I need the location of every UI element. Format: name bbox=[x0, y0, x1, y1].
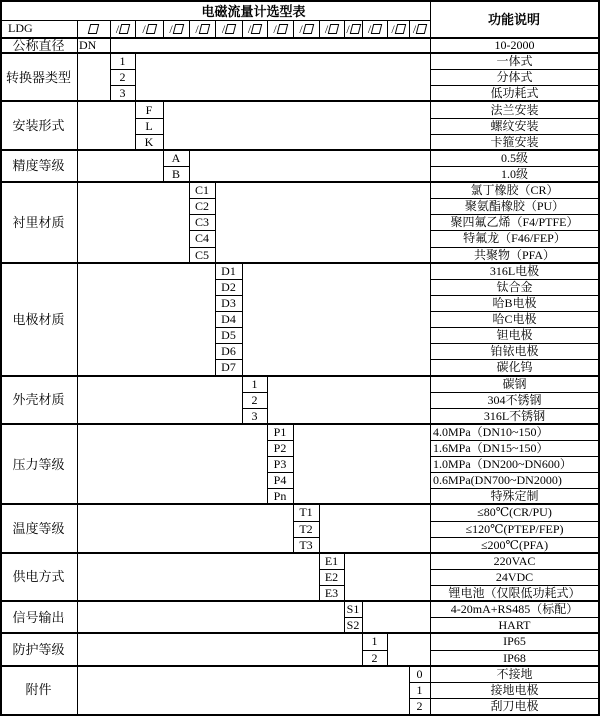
code-cell: K bbox=[144, 134, 154, 149]
desc-cell: 聚氨酯橡胶（PU） bbox=[464, 199, 565, 214]
table-title: 电磁流量计选型表 bbox=[201, 3, 306, 19]
slash-separator: / bbox=[195, 21, 199, 36]
group-label: 附件 bbox=[25, 682, 52, 698]
code-cell: DN bbox=[79, 38, 97, 53]
desc-cell: 0.5级 bbox=[500, 150, 528, 165]
code-column-border bbox=[293, 424, 294, 505]
code-column-border bbox=[135, 53, 136, 101]
code-cell: 2 bbox=[371, 650, 378, 665]
model-slot bbox=[362, 20, 387, 37]
code-column-border bbox=[267, 376, 268, 424]
desc-cell: 钛合金 bbox=[496, 279, 533, 294]
code-cell: E3 bbox=[324, 586, 339, 601]
placeholder-box-icon bbox=[328, 24, 339, 34]
desc-cell: 1.0级 bbox=[500, 166, 528, 181]
code-cell: L bbox=[145, 118, 153, 133]
group-label: 衬里材质 bbox=[12, 214, 65, 230]
desc-cell: 氯丁橡胶（CR） bbox=[470, 183, 559, 198]
desc-cell: 分体式 bbox=[496, 70, 533, 85]
desc-cell: 316L电极 bbox=[489, 263, 540, 278]
desc-cell: 低功耗式 bbox=[490, 86, 539, 101]
placeholder-box-icon bbox=[145, 24, 156, 34]
desc-cell: IP68 bbox=[503, 650, 526, 665]
slash-separator: / bbox=[142, 21, 146, 36]
code-cell: S1 bbox=[346, 602, 360, 617]
code-cell: P1 bbox=[273, 424, 287, 439]
code-cell: 1 bbox=[251, 376, 258, 391]
desc-cell: ≤80℃(CR/PU) bbox=[477, 505, 552, 520]
group-label: 转换器类型 bbox=[5, 69, 71, 85]
placeholder-box-icon bbox=[416, 24, 427, 34]
placeholder-box-icon bbox=[119, 24, 130, 34]
desc-cell: 聚四氟乙烯（F4/PTFE） bbox=[450, 215, 579, 230]
code-cell: 2 bbox=[119, 70, 126, 85]
model-slot bbox=[135, 20, 163, 37]
model-slot bbox=[163, 20, 189, 37]
model-slot bbox=[293, 20, 319, 37]
code-cell: D4 bbox=[221, 312, 236, 327]
desc-cell: 碳钢 bbox=[502, 376, 527, 391]
desc-cell: 10-2000 bbox=[494, 38, 535, 53]
code-cell: T1 bbox=[299, 505, 313, 520]
code-column-border bbox=[362, 601, 363, 633]
code-cell: D5 bbox=[221, 328, 236, 343]
slash-separator: / bbox=[391, 21, 395, 36]
slash-separator: / bbox=[115, 21, 120, 36]
desc-cell: 刮刀电极 bbox=[490, 698, 539, 713]
desc-cell: IP65 bbox=[503, 634, 526, 649]
code-cell: Pn bbox=[273, 489, 287, 504]
placeholder-box-icon bbox=[302, 24, 313, 34]
code-cell: T2 bbox=[299, 521, 313, 536]
placeholder-box-icon bbox=[88, 24, 99, 34]
slash-separator: / bbox=[299, 21, 303, 36]
code-cell: C4 bbox=[194, 231, 209, 246]
placeholder-box-icon bbox=[371, 24, 382, 34]
model-slot bbox=[409, 20, 430, 37]
desc-cell: 220VAC bbox=[493, 553, 536, 568]
desc-cell: HART bbox=[498, 618, 531, 633]
model-slot bbox=[387, 20, 409, 37]
model-slot bbox=[189, 20, 215, 37]
code-column-border bbox=[163, 101, 164, 149]
placeholder-box-icon bbox=[172, 24, 183, 34]
group-label: 防护等级 bbox=[12, 642, 65, 657]
code-cell: 1 bbox=[371, 634, 378, 649]
placeholder-box-icon bbox=[225, 24, 236, 34]
desc-cell: 1.6MPa（DN15~150） bbox=[433, 441, 549, 456]
slash-separator: / bbox=[412, 21, 417, 36]
outer-border-top bbox=[0, 0, 600, 2]
code-cell: S2 bbox=[346, 618, 360, 633]
desc-cell: 碳化钨 bbox=[496, 360, 533, 375]
group-label: 外壳材质 bbox=[12, 392, 65, 408]
model-slot bbox=[110, 20, 135, 37]
desc-cell: 24VDC bbox=[495, 569, 534, 584]
code-cell: 2 bbox=[251, 392, 258, 407]
code-cell: 3 bbox=[251, 408, 258, 423]
code-column-border bbox=[319, 504, 320, 552]
code-cell: P3 bbox=[273, 457, 287, 472]
code-column-border bbox=[242, 263, 243, 376]
model-slot bbox=[344, 20, 362, 37]
code-cell: E1 bbox=[324, 553, 339, 568]
desc-cell: ≤200℃(PFA) bbox=[480, 537, 549, 552]
code-cell: E2 bbox=[324, 569, 339, 584]
code-cell: A bbox=[171, 150, 181, 165]
desc-cell: 4-20mA+RS485（标配） bbox=[450, 602, 579, 617]
code-cell: 1 bbox=[119, 54, 126, 69]
code-cell: B bbox=[171, 166, 180, 181]
slash-separator: / bbox=[169, 21, 173, 36]
code-cell: C2 bbox=[194, 199, 209, 214]
model-slot bbox=[319, 20, 344, 37]
placeholder-box-icon bbox=[251, 24, 262, 34]
code-cell: 2 bbox=[416, 698, 423, 713]
slash-separator: / bbox=[324, 21, 329, 36]
code-cell: 3 bbox=[119, 86, 126, 101]
placeholder-box-icon bbox=[198, 24, 209, 34]
group-label: 温度等级 bbox=[12, 521, 65, 537]
desc-cell: 特氟龙（F46/FEP） bbox=[463, 231, 566, 246]
code-cell: P4 bbox=[273, 473, 287, 488]
code-cell: P2 bbox=[273, 441, 287, 456]
placeholder-box-icon bbox=[276, 24, 287, 34]
code-cell: D6 bbox=[221, 344, 236, 359]
slash-separator: / bbox=[221, 21, 226, 36]
slash-separator: / bbox=[273, 21, 277, 36]
code-column-border bbox=[215, 182, 216, 263]
model-slot bbox=[215, 20, 242, 37]
code-column-border bbox=[189, 150, 190, 182]
desc-cell: 共聚物（PFA） bbox=[473, 247, 556, 262]
code-cell: C1 bbox=[194, 183, 209, 198]
model-slot bbox=[267, 20, 293, 37]
code-cell: C5 bbox=[194, 247, 209, 262]
model-slot bbox=[242, 20, 267, 37]
group-label: 电极材质 bbox=[12, 311, 65, 327]
desc-cell: 316L不锈钢 bbox=[483, 408, 546, 423]
code-column-border bbox=[344, 553, 345, 601]
desc-cell: 哈B电极 bbox=[492, 295, 537, 310]
slash-separator: / bbox=[346, 21, 350, 36]
desc-cell: 不接地 bbox=[496, 666, 533, 681]
model-dn-box bbox=[77, 20, 110, 37]
desc-cell: 特殊定制 bbox=[490, 489, 539, 504]
placeholder-box-icon bbox=[394, 24, 405, 34]
code-cell: D3 bbox=[221, 295, 236, 310]
group-label: 供电方式 bbox=[12, 569, 65, 585]
desc-cell: 铂铱电极 bbox=[490, 344, 539, 359]
code-cell: D7 bbox=[221, 360, 236, 375]
desc-cell: 哈C电极 bbox=[492, 312, 537, 327]
desc-cell: 0.6MPa(DN700~DN2000) bbox=[433, 473, 562, 488]
code-cell: D2 bbox=[221, 279, 236, 294]
group-label: 信号输出 bbox=[12, 609, 65, 625]
group-label: 精度等级 bbox=[12, 158, 65, 174]
desc-cell: 卡箍安装 bbox=[490, 134, 539, 149]
group-label: 公称直径 bbox=[12, 37, 65, 53]
label-column-border bbox=[77, 20, 78, 714]
model-prefix: LDG bbox=[8, 21, 33, 35]
desc-cell: 1.0MPa（DN200~DN600） bbox=[433, 457, 572, 472]
desc-cell: 接地电极 bbox=[490, 682, 539, 697]
slash-separator: / bbox=[247, 21, 252, 36]
code-cell: 0 bbox=[416, 666, 423, 681]
group-label: 安装形式 bbox=[12, 118, 65, 134]
desc-cell: 钽电极 bbox=[496, 328, 533, 343]
function-column-header: 功能说明 bbox=[487, 12, 540, 27]
code-cell: F bbox=[145, 102, 153, 117]
desc-cell: 锂电池（仅限低功耗式） bbox=[448, 586, 581, 601]
code-column-border bbox=[387, 633, 388, 665]
slash-separator: / bbox=[367, 21, 372, 36]
code-cell: T3 bbox=[299, 537, 313, 552]
desc-cell: ≤120℃(PTEP/FEP) bbox=[465, 521, 564, 536]
desc-cell: 法兰安装 bbox=[490, 102, 539, 117]
code-cell: 1 bbox=[416, 682, 423, 697]
desc-cell: 4.0MPa（DN10~150） bbox=[433, 424, 549, 439]
desc-cell: 一体式 bbox=[496, 54, 533, 69]
code-cell: C3 bbox=[194, 215, 209, 230]
code-cell: D1 bbox=[221, 263, 236, 278]
desc-cell: 螺纹安装 bbox=[490, 118, 539, 133]
group-label: 压力等级 bbox=[12, 456, 65, 472]
placeholder-box-icon bbox=[349, 24, 360, 34]
desc-cell: 304不锈钢 bbox=[487, 392, 542, 407]
